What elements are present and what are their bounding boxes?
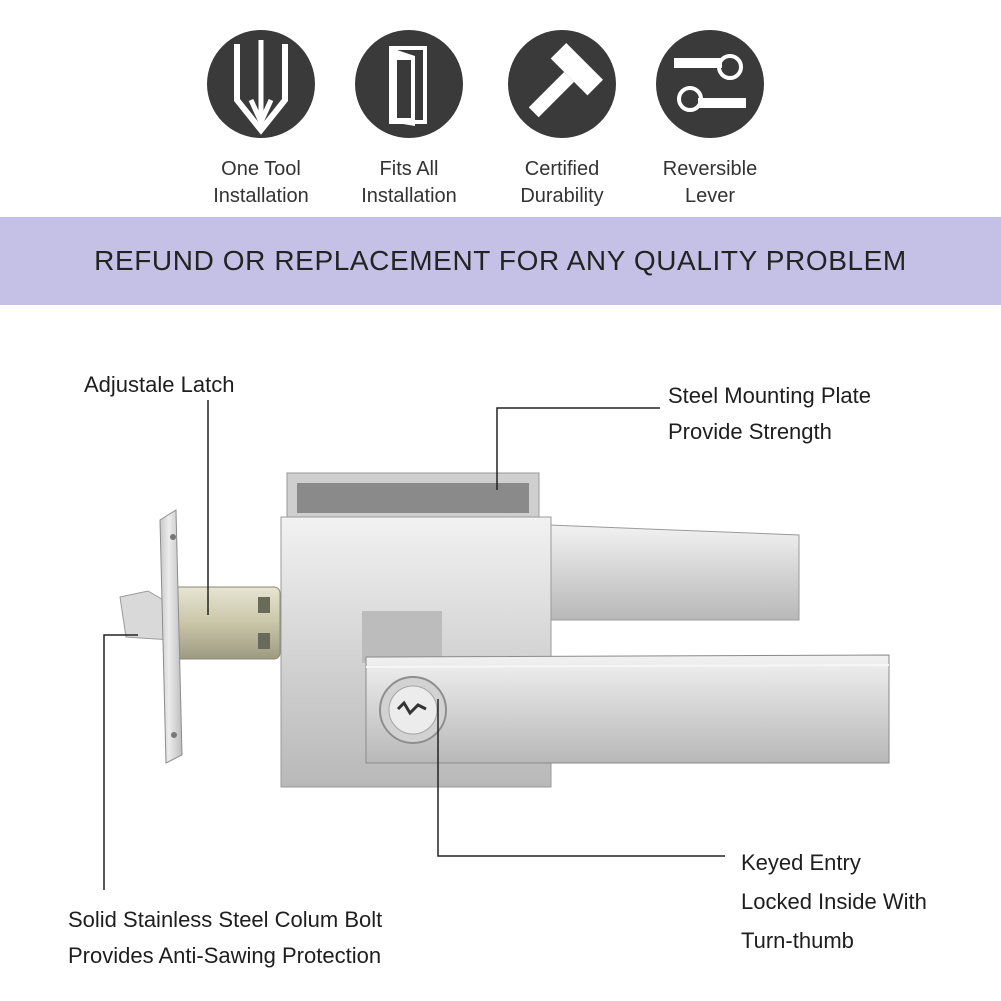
feature-line1: Reversible <box>662 158 758 180</box>
callout-text: Adjustale Latch <box>84 372 235 397</box>
callout-text: Solid Stainless Steel Colum Bolt <box>68 907 383 932</box>
callout-text: Locked Inside With <box>741 889 927 914</box>
feature-line2: Installation <box>213 185 309 207</box>
callout-keyed-entry <box>741 843 927 960</box>
callout-mounting-plate <box>668 378 871 450</box>
mounting-plate <box>287 473 539 523</box>
feature-line1: Fits All <box>379 158 439 180</box>
guarantee-banner <box>0 217 1001 305</box>
callout-column-bolt <box>68 902 382 974</box>
callout-text: Provide Strength <box>668 419 832 444</box>
feature-line2: Lever <box>684 185 736 207</box>
callout-text: Provides Anti-Sawing Protection <box>68 943 382 968</box>
feature-line1: One Tool <box>221 158 301 180</box>
callout-text: Keyed Entry <box>741 850 861 875</box>
hammer-icon <box>508 30 616 138</box>
feature-line2: Durability <box>520 185 604 207</box>
door-icon <box>355 30 463 138</box>
feature-one-tool <box>186 30 336 210</box>
callout-text: Steel Mounting Plate <box>668 383 872 408</box>
rear-lever <box>549 525 799 620</box>
feature-fits-all <box>334 30 484 210</box>
wrench-tool-icon <box>207 30 315 138</box>
reversible-lever-icon <box>656 30 764 138</box>
key-cylinder <box>380 677 446 743</box>
banner-text: REFUND OR REPLACEMENT FOR ANY QUALITY PROBLEM <box>94 245 907 276</box>
feature-certified <box>487 30 637 210</box>
callout-adjustable-latch <box>84 367 234 403</box>
callout-text: Turn-thumb <box>741 928 854 953</box>
latch-assembly <box>120 587 280 659</box>
feature-line2: Installation <box>361 185 457 207</box>
latch-faceplate <box>160 510 182 763</box>
feature-reversible <box>635 30 785 210</box>
feature-line1: Certified <box>524 158 600 180</box>
